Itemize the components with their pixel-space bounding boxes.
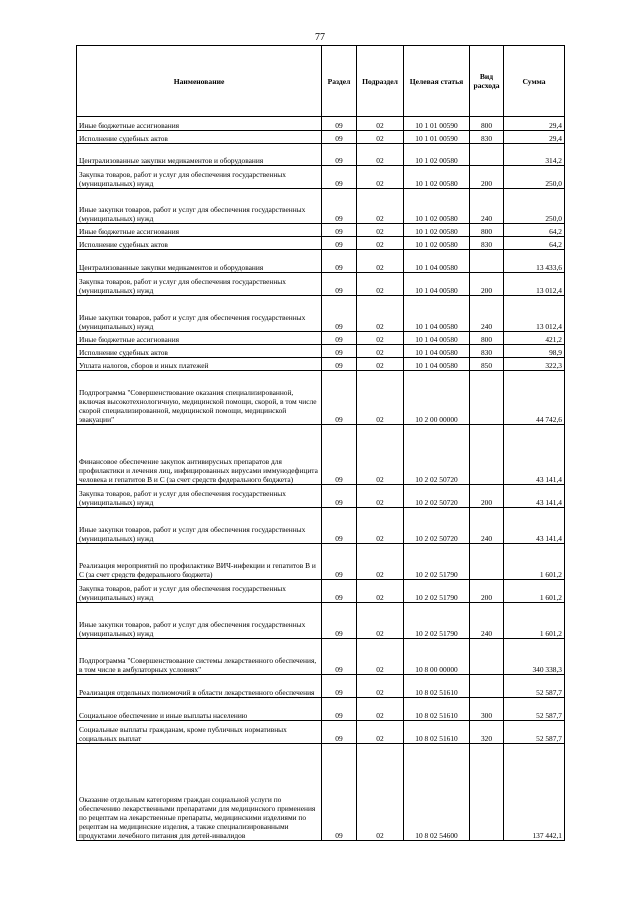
row-section: 09 <box>322 508 357 544</box>
row-section: 09 <box>322 296 357 332</box>
row-name: Закупка товаров, работ и услуг для обеспечения государственных (муниципальных) нужд <box>77 273 322 296</box>
row-subsection: 02 <box>357 425 404 485</box>
row-expense-type: 240 <box>470 296 504 332</box>
row-subsection: 02 <box>357 485 404 508</box>
row-section: 09 <box>322 166 357 189</box>
row-name: Исполнение судебных актов <box>77 237 322 250</box>
row-expense-type: 200 <box>470 166 504 189</box>
row-subsection: 02 <box>357 189 404 224</box>
row-subsection: 02 <box>357 117 404 131</box>
row-name: Закупка товаров, работ и услуг для обеспечения государственных (муниципальных) нужд <box>77 580 322 603</box>
row-section: 09 <box>322 131 357 144</box>
row-sum: 98,9 <box>504 345 565 358</box>
row-expense-type <box>470 675 504 698</box>
table-row <box>77 508 565 544</box>
row-section: 09 <box>322 485 357 508</box>
row-subsection: 02 <box>357 250 404 273</box>
row-target: 10 2 00 00000 <box>404 371 470 425</box>
row-target: 10 1 01 00590 <box>404 117 470 131</box>
row-subsection: 02 <box>357 345 404 358</box>
table-row <box>77 250 565 273</box>
table-row <box>77 580 565 603</box>
row-section: 09 <box>322 603 357 639</box>
row-expense-type: 300 <box>470 698 504 721</box>
row-subsection: 02 <box>357 744 404 841</box>
row-section: 09 <box>322 580 357 603</box>
row-name: Иные бюджетные ассигнования <box>77 117 322 131</box>
row-name: Централизованные закупки медикаментов и оборудования <box>77 144 322 166</box>
row-target: 10 2 02 50720 <box>404 485 470 508</box>
table-row <box>77 273 565 296</box>
row-sum: 13 012,4 <box>504 273 565 296</box>
row-name: Исполнение судебных актов <box>77 131 322 144</box>
row-name: Социальные выплаты гражданам, кроме публичных нормативных социальных выплат <box>77 721 322 744</box>
row-expense-type: 240 <box>470 603 504 639</box>
row-subsection: 02 <box>357 639 404 675</box>
row-target: 10 1 02 00580 <box>404 166 470 189</box>
row-section: 09 <box>322 675 357 698</box>
row-subsection: 02 <box>357 544 404 580</box>
row-name: Реализация мероприятий по профилактике ВИЧ-инфекции и гепатитов В и С (за счет средств федерального бюджета) <box>77 544 322 580</box>
row-section: 09 <box>322 250 357 273</box>
row-target: 10 1 02 00580 <box>404 144 470 166</box>
row-section: 09 <box>322 144 357 166</box>
row-sum: 1 601,2 <box>504 544 565 580</box>
row-name: Иные бюджетные ассигнования <box>77 332 322 345</box>
row-expense-type: 320 <box>470 721 504 744</box>
row-target: 10 1 02 00580 <box>404 189 470 224</box>
row-section: 09 <box>322 721 357 744</box>
row-section: 09 <box>322 698 357 721</box>
row-expense-type: 830 <box>470 237 504 250</box>
row-section: 09 <box>322 273 357 296</box>
row-sum: 250,0 <box>504 166 565 189</box>
row-name: Реализация отдельных полномочий в области лекарственного обеспечения <box>77 675 322 698</box>
row-name: Исполнение судебных актов <box>77 345 322 358</box>
row-sum: 29,4 <box>504 131 565 144</box>
row-expense-type: 800 <box>470 224 504 237</box>
row-target: 10 1 02 00580 <box>404 237 470 250</box>
row-section: 09 <box>322 425 357 485</box>
row-target: 10 1 04 00580 <box>404 250 470 273</box>
table-row <box>77 332 565 345</box>
row-target: 10 1 04 00580 <box>404 345 470 358</box>
row-sum: 44 742,6 <box>504 371 565 425</box>
row-target: 10 1 01 00590 <box>404 131 470 144</box>
row-name: Финансовое обеспечение закупок антивирусных препаратов для профилактики и лечения лиц, инфицированных вирусами иммунодефицита человека и гепатитов В и С (за счет средств федерального бюджета) <box>77 425 322 485</box>
row-target: 10 8 02 51610 <box>404 721 470 744</box>
row-subsection: 02 <box>357 721 404 744</box>
row-sum: 52 587,7 <box>504 721 565 744</box>
table-row <box>77 117 565 131</box>
row-expense-type: 800 <box>470 117 504 131</box>
row-subsection: 02 <box>357 224 404 237</box>
row-target: 10 2 02 51790 <box>404 603 470 639</box>
row-expense-type <box>470 250 504 273</box>
row-sum: 43 141,4 <box>504 425 565 485</box>
row-name: Иные закупки товаров, работ и услуг для обеспечения государственных (муниципальных) нужд <box>77 508 322 544</box>
row-section: 09 <box>322 639 357 675</box>
header-section: Раздел <box>322 46 357 117</box>
row-subsection: 02 <box>357 332 404 345</box>
row-name: Оказание отдельным категориям граждан социальной услуги по обеспечению лекарственными препаратами для медицинского применения по рецептам на лекарственные препараты, медицинскими изделиями по рецептам на медицинские изделия, а также специализированными продуктами лечебного питания для детей-инвалидов <box>77 744 322 841</box>
row-sum: 43 141,4 <box>504 485 565 508</box>
row-subsection: 02 <box>357 144 404 166</box>
table-row <box>77 744 565 841</box>
row-expense-type <box>470 544 504 580</box>
row-target: 10 1 04 00580 <box>404 296 470 332</box>
row-section: 09 <box>322 237 357 250</box>
header-subsection: Подраздел <box>357 46 404 117</box>
row-target: 10 8 00 00000 <box>404 639 470 675</box>
row-expense-type: 800 <box>470 332 504 345</box>
table-row <box>77 698 565 721</box>
row-sum: 250,0 <box>504 189 565 224</box>
row-section: 09 <box>322 358 357 371</box>
row-subsection: 02 <box>357 273 404 296</box>
table-header-row <box>77 46 565 117</box>
budget-table <box>76 45 565 841</box>
row-sum: 314,2 <box>504 144 565 166</box>
table-row <box>77 131 565 144</box>
row-name: Централизованные закупки медикаментов и оборудования <box>77 250 322 273</box>
table-row <box>77 485 565 508</box>
table-row <box>77 639 565 675</box>
row-section: 09 <box>322 544 357 580</box>
page-number: 77 <box>315 32 325 43</box>
row-target: 10 1 04 00580 <box>404 273 470 296</box>
row-expense-type: 200 <box>470 580 504 603</box>
row-name: Социальное обеспечение и иные выплаты населению <box>77 698 322 721</box>
row-sum: 43 141,4 <box>504 508 565 544</box>
row-subsection: 02 <box>357 580 404 603</box>
table-row <box>77 224 565 237</box>
row-expense-type: 850 <box>470 358 504 371</box>
header-sum: Сумма <box>504 46 565 117</box>
row-subsection: 02 <box>357 603 404 639</box>
row-target: 10 8 02 54600 <box>404 744 470 841</box>
row-target: 10 2 02 50720 <box>404 425 470 485</box>
row-section: 09 <box>322 371 357 425</box>
table-row <box>77 144 565 166</box>
row-target: 10 1 04 00580 <box>404 358 470 371</box>
row-name: Закупка товаров, работ и услуг для обеспечения государственных (муниципальных) нужд <box>77 485 322 508</box>
row-expense-type <box>470 639 504 675</box>
row-sum: 64,2 <box>504 224 565 237</box>
row-name: Иные закупки товаров, работ и услуг для обеспечения государственных (муниципальных) нужд <box>77 189 322 224</box>
row-section: 09 <box>322 744 357 841</box>
table-row <box>77 544 565 580</box>
row-target: 10 2 02 51790 <box>404 580 470 603</box>
row-expense-type: 830 <box>470 131 504 144</box>
row-name: Закупка товаров, работ и услуг для обеспечения государственных (муниципальных) нужд <box>77 166 322 189</box>
row-expense-type <box>470 425 504 485</box>
table-row <box>77 425 565 485</box>
row-name: Иные закупки товаров, работ и услуг для обеспечения государственных (муниципальных) нужд <box>77 296 322 332</box>
row-name: Уплата налогов, сборов и иных платежей <box>77 358 322 371</box>
row-expense-type: 200 <box>470 273 504 296</box>
row-sum: 13 433,6 <box>504 250 565 273</box>
row-expense-type: 200 <box>470 485 504 508</box>
row-expense-type <box>470 744 504 841</box>
row-sum: 29,4 <box>504 117 565 131</box>
table-row <box>77 371 565 425</box>
row-subsection: 02 <box>357 698 404 721</box>
row-sum: 137 442,1 <box>504 744 565 841</box>
row-sum: 421,2 <box>504 332 565 345</box>
row-target: 10 8 02 51610 <box>404 698 470 721</box>
row-section: 09 <box>322 345 357 358</box>
row-sum: 52 587,7 <box>504 698 565 721</box>
row-subsection: 02 <box>357 166 404 189</box>
row-sum: 1 601,2 <box>504 603 565 639</box>
row-sum: 322,3 <box>504 358 565 371</box>
row-name: Иные закупки товаров, работ и услуг для обеспечения государственных (муниципальных) нужд <box>77 603 322 639</box>
row-target: 10 1 02 00580 <box>404 224 470 237</box>
table-row <box>77 296 565 332</box>
table-row <box>77 166 565 189</box>
row-section: 09 <box>322 189 357 224</box>
row-expense-type <box>470 371 504 425</box>
row-subsection: 02 <box>357 296 404 332</box>
row-expense-type: 240 <box>470 508 504 544</box>
row-section: 09 <box>322 332 357 345</box>
row-sum: 52 587,7 <box>504 675 565 698</box>
row-target: 10 2 02 51790 <box>404 544 470 580</box>
row-expense-type: 240 <box>470 189 504 224</box>
table-row <box>77 358 565 371</box>
row-sum: 1 601,2 <box>504 580 565 603</box>
row-expense-type: 830 <box>470 345 504 358</box>
row-target: 10 1 04 00580 <box>404 332 470 345</box>
row-subsection: 02 <box>357 237 404 250</box>
row-section: 09 <box>322 224 357 237</box>
row-section: 09 <box>322 117 357 131</box>
row-sum: 340 338,3 <box>504 639 565 675</box>
table-row <box>77 345 565 358</box>
table-row <box>77 675 565 698</box>
row-name: Подпрограмма "Совершенствование системы лекарственного обеспечения, в том числе в амбулаторных условиях" <box>77 639 322 675</box>
row-subsection: 02 <box>357 371 404 425</box>
header-expense-type: Вид расхода <box>470 46 504 117</box>
table-row <box>77 189 565 224</box>
table-row <box>77 237 565 250</box>
row-subsection: 02 <box>357 675 404 698</box>
row-subsection: 02 <box>357 131 404 144</box>
header-name: Наименование <box>77 46 322 117</box>
table-row <box>77 721 565 744</box>
row-target: 10 8 02 51610 <box>404 675 470 698</box>
row-name: Подпрограмма "Совершенствование оказания специализированной, включая высокотехнологичную, медицинской помощи, скорой, в том числе скорой специализированной, медицинской помощи, медицинской эвакуации" <box>77 371 322 425</box>
row-sum: 64,2 <box>504 237 565 250</box>
row-subsection: 02 <box>357 508 404 544</box>
table-row <box>77 603 565 639</box>
row-target: 10 2 02 50720 <box>404 508 470 544</box>
row-sum: 13 012,4 <box>504 296 565 332</box>
row-subsection: 02 <box>357 358 404 371</box>
row-expense-type <box>470 144 504 166</box>
header-target: Целевая статья <box>404 46 470 117</box>
row-name: Иные бюджетные ассигнования <box>77 224 322 237</box>
